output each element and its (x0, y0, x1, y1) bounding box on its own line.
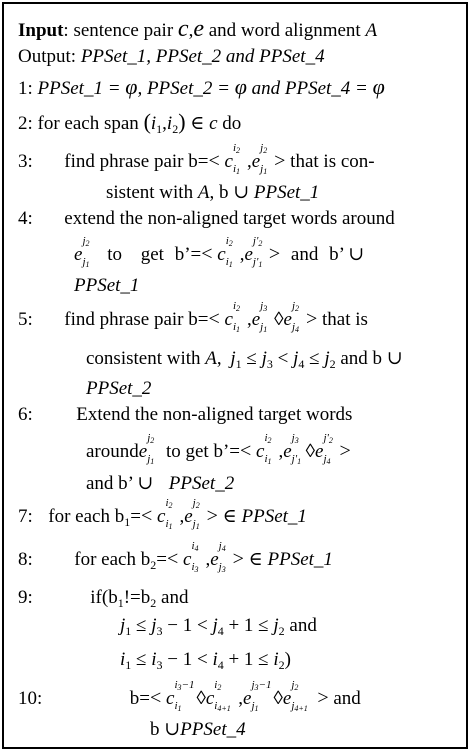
element-of: ∈ (190, 113, 205, 134)
step4-cup: ∪ (348, 244, 365, 265)
step-3-cont (106, 183, 319, 202)
step-7: 7: for each $b_1=< c$ i2 i1 ,e j2 j1 > ∈ PPSet_1 (18, 497, 307, 531)
ppset-1: PPSet_1 (253, 182, 320, 203)
step-9-cond2: $i_1 \le i_3 - 1 < i_4 + 1 \le i_2$) (120, 649, 291, 672)
step-6-set (86, 474, 234, 493)
step1-e: and PPSet_4 = (246, 78, 368, 99)
step-6 (18, 405, 352, 424)
output-line (18, 47, 325, 66)
step6-and: and b’ ∪ (86, 473, 154, 494)
step-5-cont: consistent with A, $j_1 \le j_3 < j_4 \le j_2$ and b ∪ (86, 348, 403, 371)
step1-a: PPSet_1 = (37, 78, 121, 99)
step5-and: and b ∪ (340, 348, 403, 369)
step-4 (18, 209, 395, 228)
step4-get: get (140, 244, 164, 265)
step-num: 9: (18, 587, 33, 608)
step4-to: to (107, 244, 122, 265)
element-of: ∈ (222, 506, 237, 527)
step-num: 1: (18, 78, 33, 99)
step2-do: do (222, 113, 242, 134)
input-line (18, 17, 377, 41)
step6-around: around (86, 441, 139, 462)
step3-post: that is con- (290, 151, 375, 172)
step-num: 4: (18, 208, 33, 229)
ppset-1: PPSet_1 (241, 506, 307, 527)
ppset-2: PPSet_2 (86, 378, 152, 399)
step-4-set (74, 276, 139, 295)
step-5-set (86, 379, 151, 398)
var-e: e (193, 16, 204, 42)
step3-cont: sistent with (106, 182, 194, 203)
step-9: 9: $if(b_1!=b_2$ and (18, 587, 189, 610)
phi-symbol: φ (125, 74, 138, 99)
step2-text: for each span (37, 113, 139, 134)
phi-symbol: φ (372, 74, 385, 99)
step5-post: that is (322, 309, 368, 330)
step10-and: and (333, 688, 361, 709)
step-num: 6: (18, 404, 33, 425)
step3-cup: , b ∪ (209, 182, 250, 203)
step8-text: for each b (74, 549, 151, 570)
step-9-cond1: $j_1 \le j_3 - 1 < j_4 + 1 \le j_2$ and (120, 615, 317, 638)
step-4-cont: e j2 j1 to get b’=< c i2 i1 ,e j'2 j'1 > and b’ ∪ (74, 235, 365, 269)
step9-and2: and (289, 615, 317, 636)
step10-b: b= (129, 688, 150, 709)
step4-b2: b’ (329, 244, 344, 265)
step8-eq: = (156, 549, 167, 570)
step-num: 3: (18, 151, 33, 172)
step4-and: and (290, 244, 319, 265)
ppset-4: PPSet_4 (180, 719, 246, 740)
step-num: 2: (18, 113, 33, 134)
element-of: ∈ (248, 549, 263, 570)
step-num: 8: (18, 549, 33, 570)
step-2: 2: for each span $(i_1,i_2)$ ∈ c do (18, 109, 242, 136)
output-label: Output: (18, 46, 81, 67)
sep: , (188, 20, 194, 41)
ppset-1: PPSet_1 (74, 275, 140, 296)
var-A: A (365, 20, 378, 41)
var-A: A (205, 348, 217, 369)
step-3: 3: find phrase pair b=< c i2 i1 ,e j2 j1 > that is con- (18, 142, 375, 176)
ppset-2: PPSet_2 (168, 473, 235, 494)
step4-bp: b’= (174, 244, 202, 265)
input-text2: and word alignment (208, 20, 361, 41)
step-num: 5: (18, 309, 33, 330)
step5-text: find phrase pair b= (64, 309, 209, 330)
output-sets: PPSet_1, PPSet_2 and PPSet_4 (80, 46, 325, 67)
step-5: 5: find phrase pair b=< c i2 i1 ,e j3 j1 ◊e j2 j4 > that is (18, 300, 368, 334)
step-num: 10: (18, 688, 43, 709)
var-c: c (177, 16, 189, 42)
ppset-1: PPSet_1 (267, 549, 333, 570)
algorithm-box (2, 2, 468, 749)
var-A: A (197, 182, 210, 203)
var-c: c (209, 113, 218, 134)
step3-text: find phrase pair b= (64, 151, 209, 172)
step9-and: and (156, 587, 189, 608)
input-label: Input (18, 20, 64, 41)
step10-cup: b ∪ (150, 719, 181, 740)
step4-text: extend the non-aligned target words around (64, 208, 395, 229)
step-10-set (150, 720, 246, 739)
step7-eq: = (130, 506, 141, 527)
step-num: 7: (18, 506, 33, 527)
step-10: 10: b=< c i3−1 i1 ◊c i2 i4+1 ,e j3−1 j1 ◊e j2 j4+1 > and (18, 679, 361, 713)
step7-text: for each b (48, 506, 125, 527)
step5-cont: consistent with (86, 348, 201, 369)
step9-neq: !=b (123, 587, 151, 608)
phi-symbol: φ (234, 74, 247, 99)
step-6-cont: arounde j2 j1 to get b’=< c i2 i1 ,e j3 j'1 ◊e j'2 j4 > (86, 432, 351, 466)
input-text: : sentence pair (63, 20, 174, 41)
step1-c: , PPSet_2 = (137, 78, 230, 99)
step6-get: to get b’= (165, 441, 240, 462)
step6-text: Extend the non-aligned target words (76, 404, 353, 425)
step-1 (18, 76, 385, 98)
step9-if: if(b (90, 587, 118, 608)
step5-comma: , (216, 348, 222, 369)
step-8: 8: for each $b_2=< c$ i4 i3 ,e j4 j3 > ∈ PPSet_1 (18, 540, 333, 574)
